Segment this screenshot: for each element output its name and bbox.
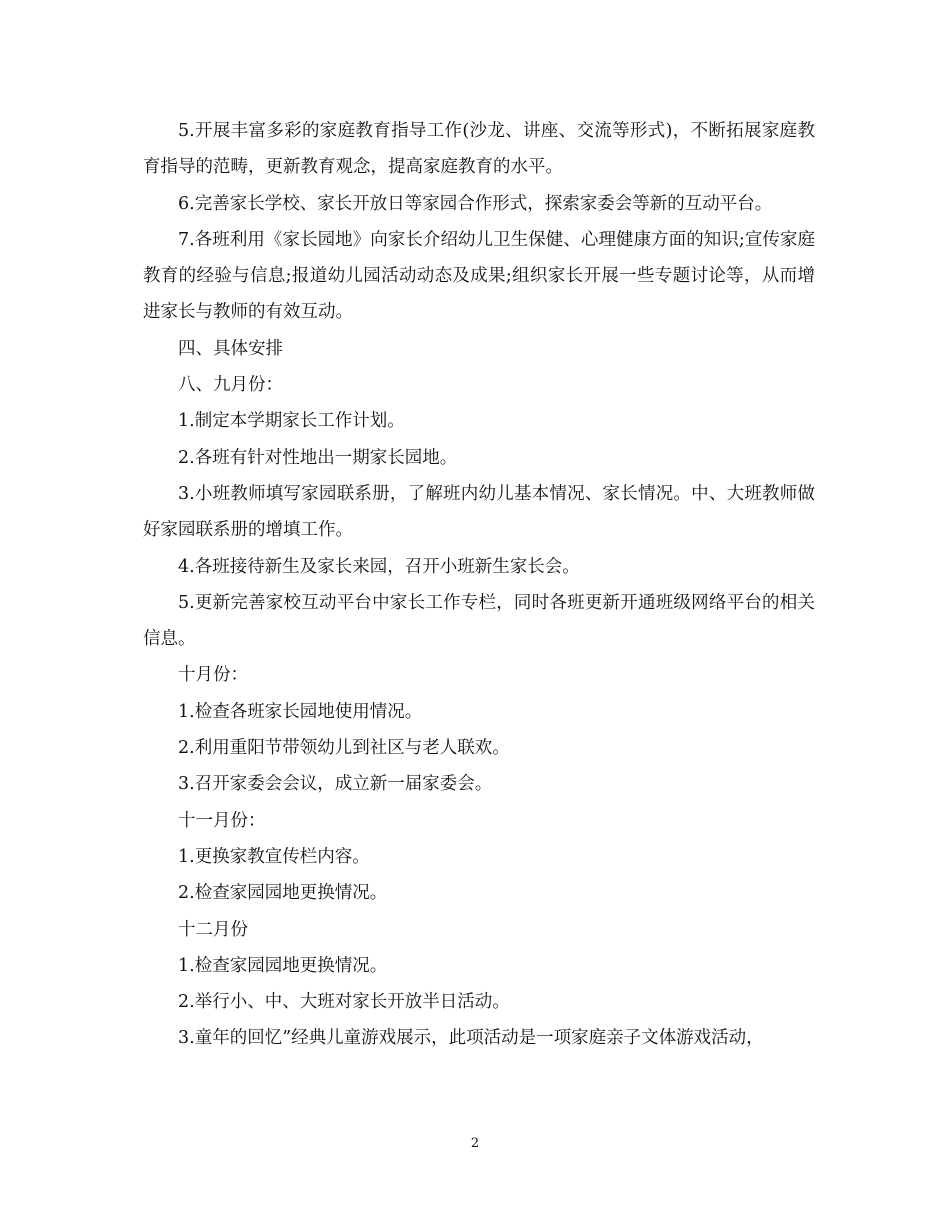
paragraph-item-7-parent-garden: 7.各班利用《家长园地》向家长介绍幼儿卫生保健、心理健康方面的知识;宣传家庭教育的经验与信息;报道幼儿园活动动态及成果;组织家长开展一些专题讨论等，从而增进家长与教师的有效互动。: [143, 229, 815, 323]
list-item: 2.检查家园园地更换情况。: [178, 883, 388, 904]
list-item: 2.利用重阳节带领幼儿到社区与老人联欢。: [178, 738, 510, 759]
paragraph-item-6-parent-school: 6.完善家长学校、家长开放日等家园合作形式，探索家委会等新的互动平台。: [178, 193, 773, 214]
list-item: 3.童年的回忆”经典儿童游戏展示，此项活动是一项家庭亲子文体游戏活动，: [178, 1028, 764, 1049]
list-item: 4.各班接待新生及家长来园，召开小班新生家长会。: [178, 556, 580, 577]
month-heading-oct: 十月份：: [178, 665, 248, 686]
list-item: 1.制定本学期家长工作计划。: [178, 411, 405, 432]
list-item: 2.举行小、中、大班对家长开放半日活动。: [178, 992, 510, 1013]
document-body: [143, 113, 815, 1057]
list-item: 5.更新完善家校互动平台中家长工作专栏，同时各班更新开通班级网络平台的相关信息。: [143, 592, 815, 650]
month-heading-dec: 十二月份: [178, 919, 248, 940]
month-heading-nov: 十一月份：: [178, 810, 266, 831]
list-item: 1.更换家教宣传栏内容。: [178, 846, 370, 867]
list-item: 2.各班有针对性地出一期家长园地。: [178, 447, 458, 468]
list-item: 3.小班教师填写家园联系册，了解班内幼儿基本情况、家长情况。中、大班教师做好家园联系册的增填工作。: [143, 483, 815, 541]
month-heading-aug-sep: 八、九月份：: [178, 375, 283, 396]
page-number: 2: [470, 1136, 480, 1151]
section-heading-schedule: 四、具体安排: [178, 338, 283, 359]
list-item: 1.检查家园园地更换情况。: [178, 955, 388, 976]
list-item: 1.检查各班家长园地使用情况。: [178, 701, 423, 722]
paragraph-item-5-guidance: 5.开展丰富多彩的家庭教育指导工作(沙龙、讲座、交流等形式)，不断拓展家庭教育指导的范畴，更新教育观念，提高家庭教育的水平。: [143, 121, 815, 178]
list-item: 3.召开家委会会议，成立新一届家委会。: [178, 774, 493, 795]
